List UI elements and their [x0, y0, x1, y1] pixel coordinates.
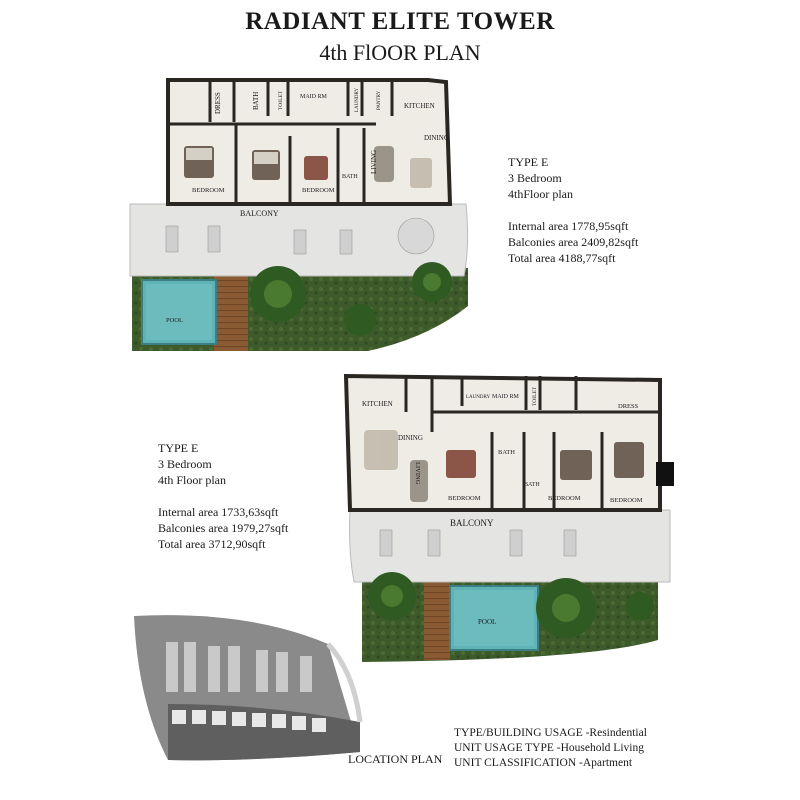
room-laundry: LAUNDRY: [466, 395, 491, 400]
page-title: RADIANT ELITE TOWER: [245, 8, 555, 35]
unit-usage-type: UNIT USAGE TYPE -Household Living: [454, 742, 644, 754]
room-bedroom-1: BEDROOM: [448, 495, 481, 502]
room-bath: BATH: [252, 91, 260, 110]
room-toilet: TOILET: [278, 90, 284, 110]
bottom-unit-bedrooms: 3 Bedroom: [158, 457, 212, 471]
bottom-unit-plan: 4th Floor plan: [158, 473, 226, 487]
top-unit-info: [508, 154, 638, 266]
room-dress: DRESS: [214, 92, 222, 114]
room-bath-2: BATH: [524, 482, 540, 488]
usage-info: [454, 726, 647, 771]
room-kitchen: KITCHEN: [362, 400, 393, 408]
location-plan-caption: LOCATION PLAN: [348, 752, 443, 766]
room-pantry: PANTRY: [377, 90, 382, 110]
top-unit-type: TYPE E: [508, 155, 549, 169]
location-plan-map: [128, 612, 368, 762]
building-usage: TYPE/BUILDING USAGE -Resindential: [454, 727, 647, 739]
room-dining: DINING: [424, 134, 449, 142]
room-bedroom-2: BEDROOM: [302, 187, 335, 194]
room-living: LIVING: [414, 462, 421, 485]
room-kitchen: KITCHEN: [404, 102, 435, 110]
bottom-unit-internal-area: Internal area 1733,63sqft: [158, 505, 279, 519]
page-subtitle: 4th FlOOR PLAN: [319, 40, 481, 65]
top-unit-bedrooms: 3 Bedroom: [508, 171, 562, 185]
top-unit-internal-area: Internal area 1778,95sqft: [508, 219, 629, 233]
room-balcony: BALCONY: [240, 209, 279, 218]
bottom-unit-total-area: Total area 3712,90sqft: [158, 537, 266, 551]
room-dress: DRESS: [618, 403, 639, 410]
bottom-floor-plan: [340, 370, 680, 668]
room-dining: DINING: [398, 434, 423, 442]
room-balcony: BALCONY: [450, 518, 494, 528]
room-pool: POOL: [478, 618, 497, 626]
room-bedroom-3: BEDROOM: [610, 497, 643, 504]
bottom-unit-type: TYPE E: [158, 441, 199, 455]
room-bedroom-2: BEDROOM: [548, 495, 581, 502]
top-unit-total-area: Total area 4188,77sqft: [508, 251, 616, 265]
room-toilet: TOILET: [532, 386, 538, 406]
room-maid: MAID RM: [300, 94, 327, 100]
room-living: LIVING: [370, 149, 378, 174]
top-unit-plan: 4thFloor plan: [508, 187, 573, 201]
room-laundry: LAUNDRY: [355, 87, 360, 112]
top-unit-balconies-area: Balconies area 2409,82sqft: [508, 235, 639, 249]
bottom-unit-info: [158, 440, 288, 552]
room-bath-1: BATH: [498, 449, 515, 456]
top-floor-plan: [128, 76, 480, 356]
room-pool: POOL: [166, 317, 183, 324]
room-bath2: BATH: [342, 174, 358, 180]
room-bedroom-1: BEDROOM: [192, 187, 225, 194]
unit-classification: UNIT CLASSIFICATION -Apartment: [454, 757, 633, 769]
room-maid: MAID RM: [492, 394, 519, 400]
bottom-unit-balconies-area: Balconies area 1979,27sqft: [158, 521, 289, 535]
